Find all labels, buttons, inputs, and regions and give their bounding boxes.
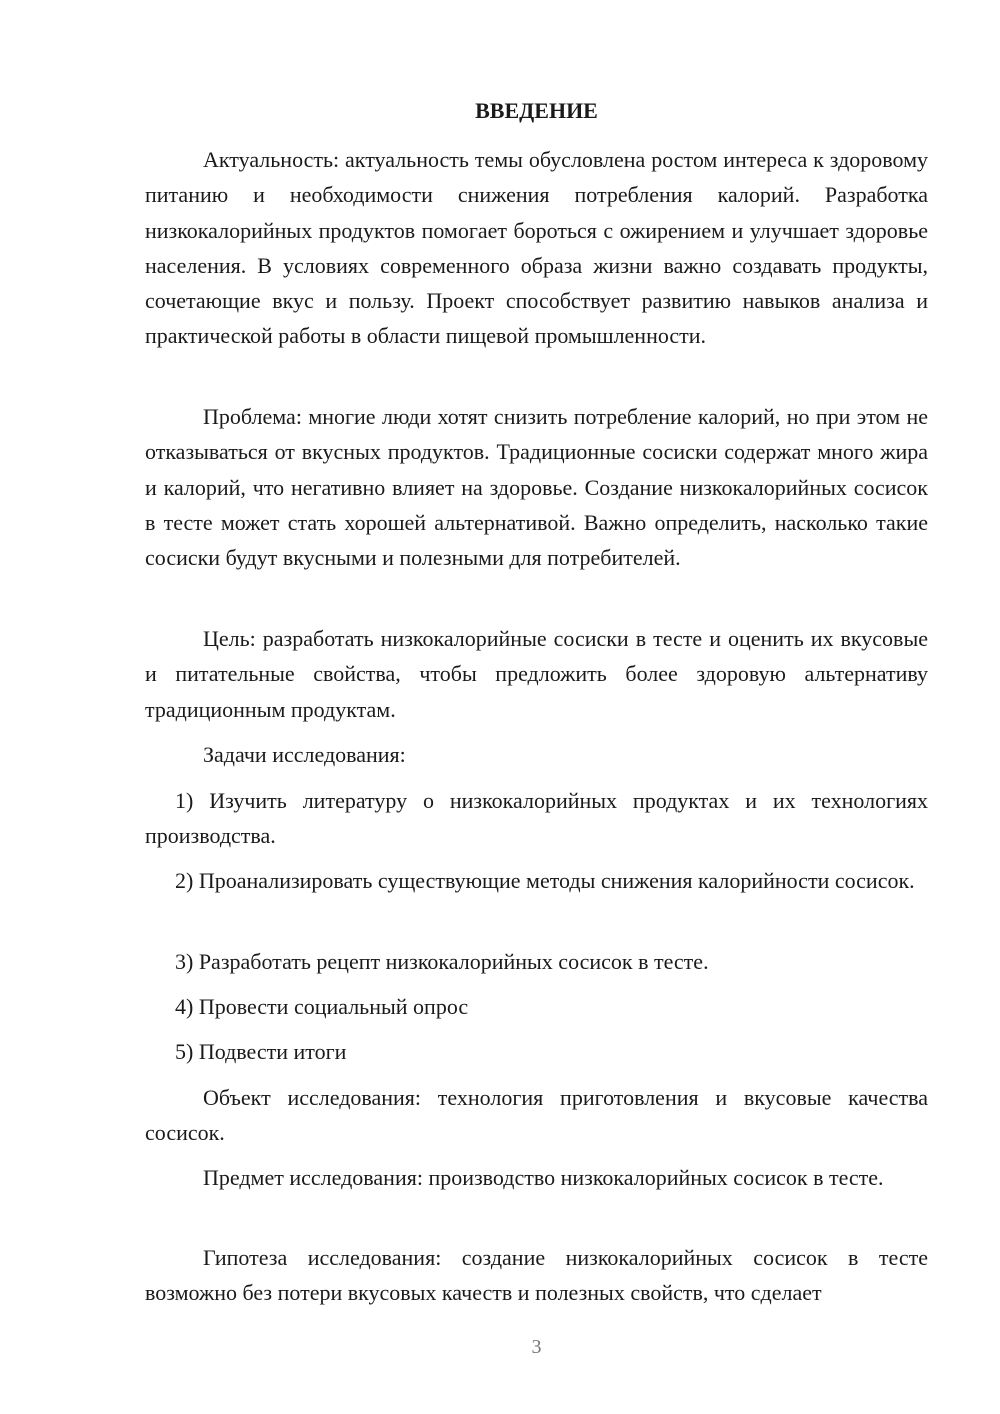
paragraph-relevance: Актуальность: актуальность темы обусловлена ростом интереса к здоровому питанию и необходимости снижения потребления калорий. Разработка низкокалорийных продуктов помогает бороться с ожирением и улучшает здоровье населения. В условиях современного образа жизни важно создавать продукты, сочетающие вкус и пользу. Проект способствует развитию навыков анализа и практической работы в области пищевой промышленности. [145, 147, 928, 349]
task-item-3: 3) Разработать рецепт низкокалорийных сосисок в тесте. [175, 949, 709, 974]
task-item-2: 2) Проанализировать существующие методы снижения калорийности сосисок. [175, 868, 915, 893]
task-item-1: 1) Изучить литературу о низкокалорийных продуктах и их технологиях производства. [145, 788, 928, 849]
paragraph-hypothesis: Гипотеза исследования: создание низкокалорийных сосисок в тесте возможно без потери вкусовых качеств и полезных свойств, что сделает [145, 1245, 928, 1306]
paragraph-subject: Предмет исследования: производство низкокалорийных сосисок в тесте. [203, 1165, 884, 1190]
page-number: 3 [531, 1336, 542, 1358]
task-item-5: 5) Подвести итоги [175, 1039, 347, 1064]
paragraph-goal: Цель: разработать низкокалорийные сосиски в тесте и оценить их вкусовые и питательные свойства, чтобы предложить более здоровую альтернативу традиционным продуктам. [145, 626, 928, 722]
paragraph-object: Объект исследования: технология приготовления и вкусовые качества сосисок. [145, 1085, 928, 1146]
tasks-title: Задачи исследования: [203, 742, 406, 767]
page-title: ВВЕДЕНИЕ [475, 98, 598, 123]
task-item-4: 4) Провести социальный опрос [175, 994, 469, 1019]
paragraph-problem: Проблема: многие люди хотят снизить потребление калорий, но при этом не отказываться от вкусных продуктов. Традиционные сосиски содержат много жира и калорий, что негативно влияет на здоровье. Создание низкокалорийных сосисок в тесте может стать хорошей альтернативой. Важно определить, насколько такие сосиски будут вкусными и полезными для потребителей. [145, 404, 928, 571]
